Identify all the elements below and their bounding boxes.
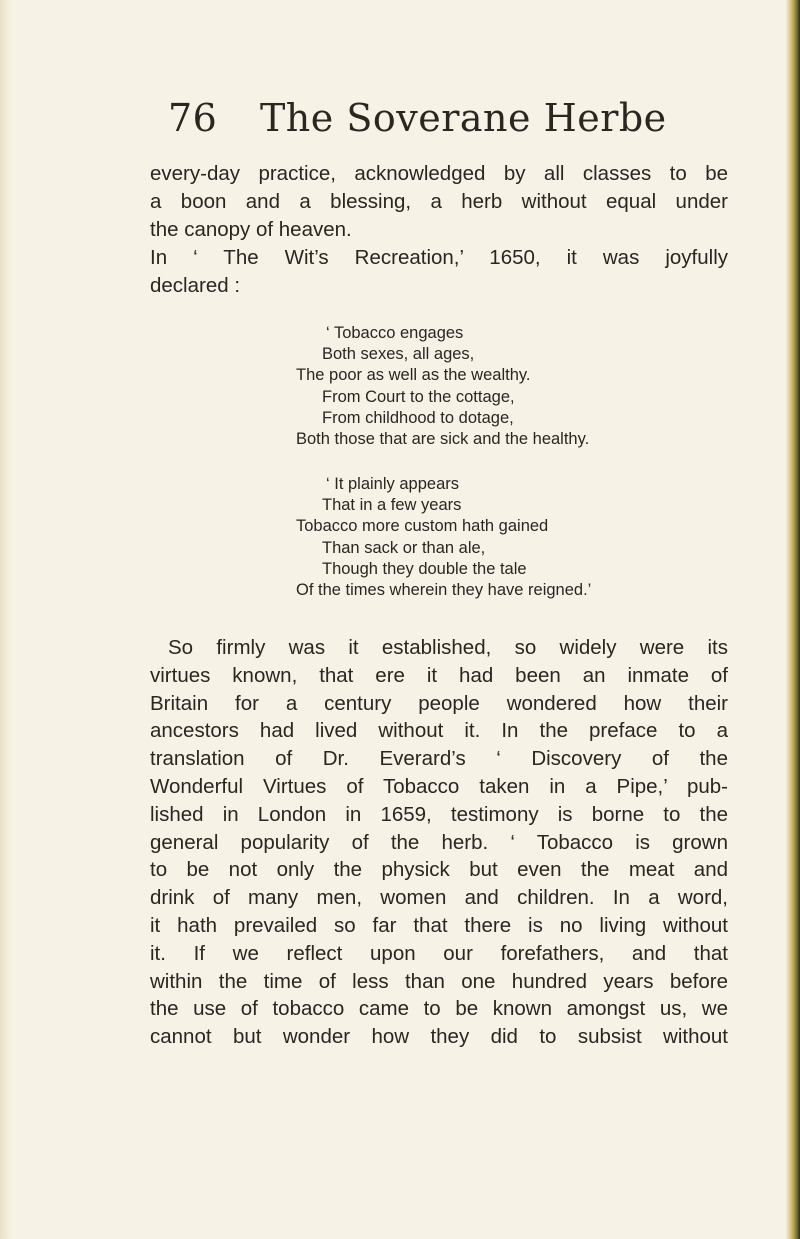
paragraph-1 xyxy=(150,160,728,243)
running-header xyxy=(168,96,667,140)
text-line: the canopy of heaven. xyxy=(150,217,352,241)
text-line: it. If we reflect upon our forefathers, and that xyxy=(150,941,728,965)
text-line: Wonderful Virtues of Tobacco taken in a Pipe,’ pub- xyxy=(150,774,728,798)
verse-stanza-1 xyxy=(296,323,589,450)
text-line: translation of Dr. Everard’s ‘ Discovery of the xyxy=(150,747,728,771)
text-line: a boon and a blessing, a herb without equal under xyxy=(150,189,728,213)
text-line: virtues known, that ere it had been an inmate of xyxy=(150,663,728,687)
text-line: lished in London in 1659, testimony is borne to the xyxy=(150,802,728,826)
paragraph-2 xyxy=(150,244,728,300)
page-number: 76 xyxy=(168,96,218,140)
verse-line: From Court to the cottage, xyxy=(322,387,515,406)
text-line: So firmly was it established, so widely were its xyxy=(168,636,728,659)
verse-line: Both those that are sick and the healthy. xyxy=(296,430,590,449)
text-line: ancestors had lived without it. In the preface to a xyxy=(150,719,728,743)
text-line: In ‘ The Wit’s Recreation,’ 1650, it was joyfully xyxy=(150,246,728,269)
verse-line: Than sack or than ale, xyxy=(322,538,486,557)
page-right-edge xyxy=(786,0,800,1239)
verse-line: ‘ Tobacco engages xyxy=(326,324,464,342)
running-title: The Soverane Herbe xyxy=(259,96,667,140)
text-line: to be not only the physick but even the meat and xyxy=(150,858,728,882)
verse-line: ‘ It plainly appears xyxy=(326,475,459,493)
verse-line: Of the times wherein they have reigned.’ xyxy=(296,581,592,600)
verse-line: From childhood to dotage, xyxy=(322,408,514,427)
verse-line: That in a few years xyxy=(322,496,462,515)
text-line: the use of tobacco came to be known amongst us, we xyxy=(150,997,728,1021)
text-line: drink of many men, women and children. In a word, xyxy=(150,886,728,910)
text-line: Britain for a century people wondered how their xyxy=(150,691,728,715)
text-line: cannot but wonder how they did to subsist without xyxy=(150,1025,728,1049)
text-line: general popularity of the herb. ‘ Tobacco is grown xyxy=(150,830,728,854)
verse-line: Though they double the tale xyxy=(322,559,527,578)
text-line: declared : xyxy=(150,273,241,297)
text-line: within the time of less than one hundred years before xyxy=(150,969,728,993)
text-line: every-day practice, acknowledged by all classes to be xyxy=(150,162,728,185)
verse-stanza-2 xyxy=(296,474,591,601)
text-line: it hath prevailed so far that there is no living without xyxy=(150,913,728,937)
page-left-edge xyxy=(0,0,12,1239)
verse-line: Tobacco more custom hath gained xyxy=(296,517,549,536)
paragraph-3 xyxy=(150,634,728,1051)
verse-line: Both sexes, all ages, xyxy=(322,345,475,364)
verse-line: The poor as well as the wealthy. xyxy=(296,366,531,385)
